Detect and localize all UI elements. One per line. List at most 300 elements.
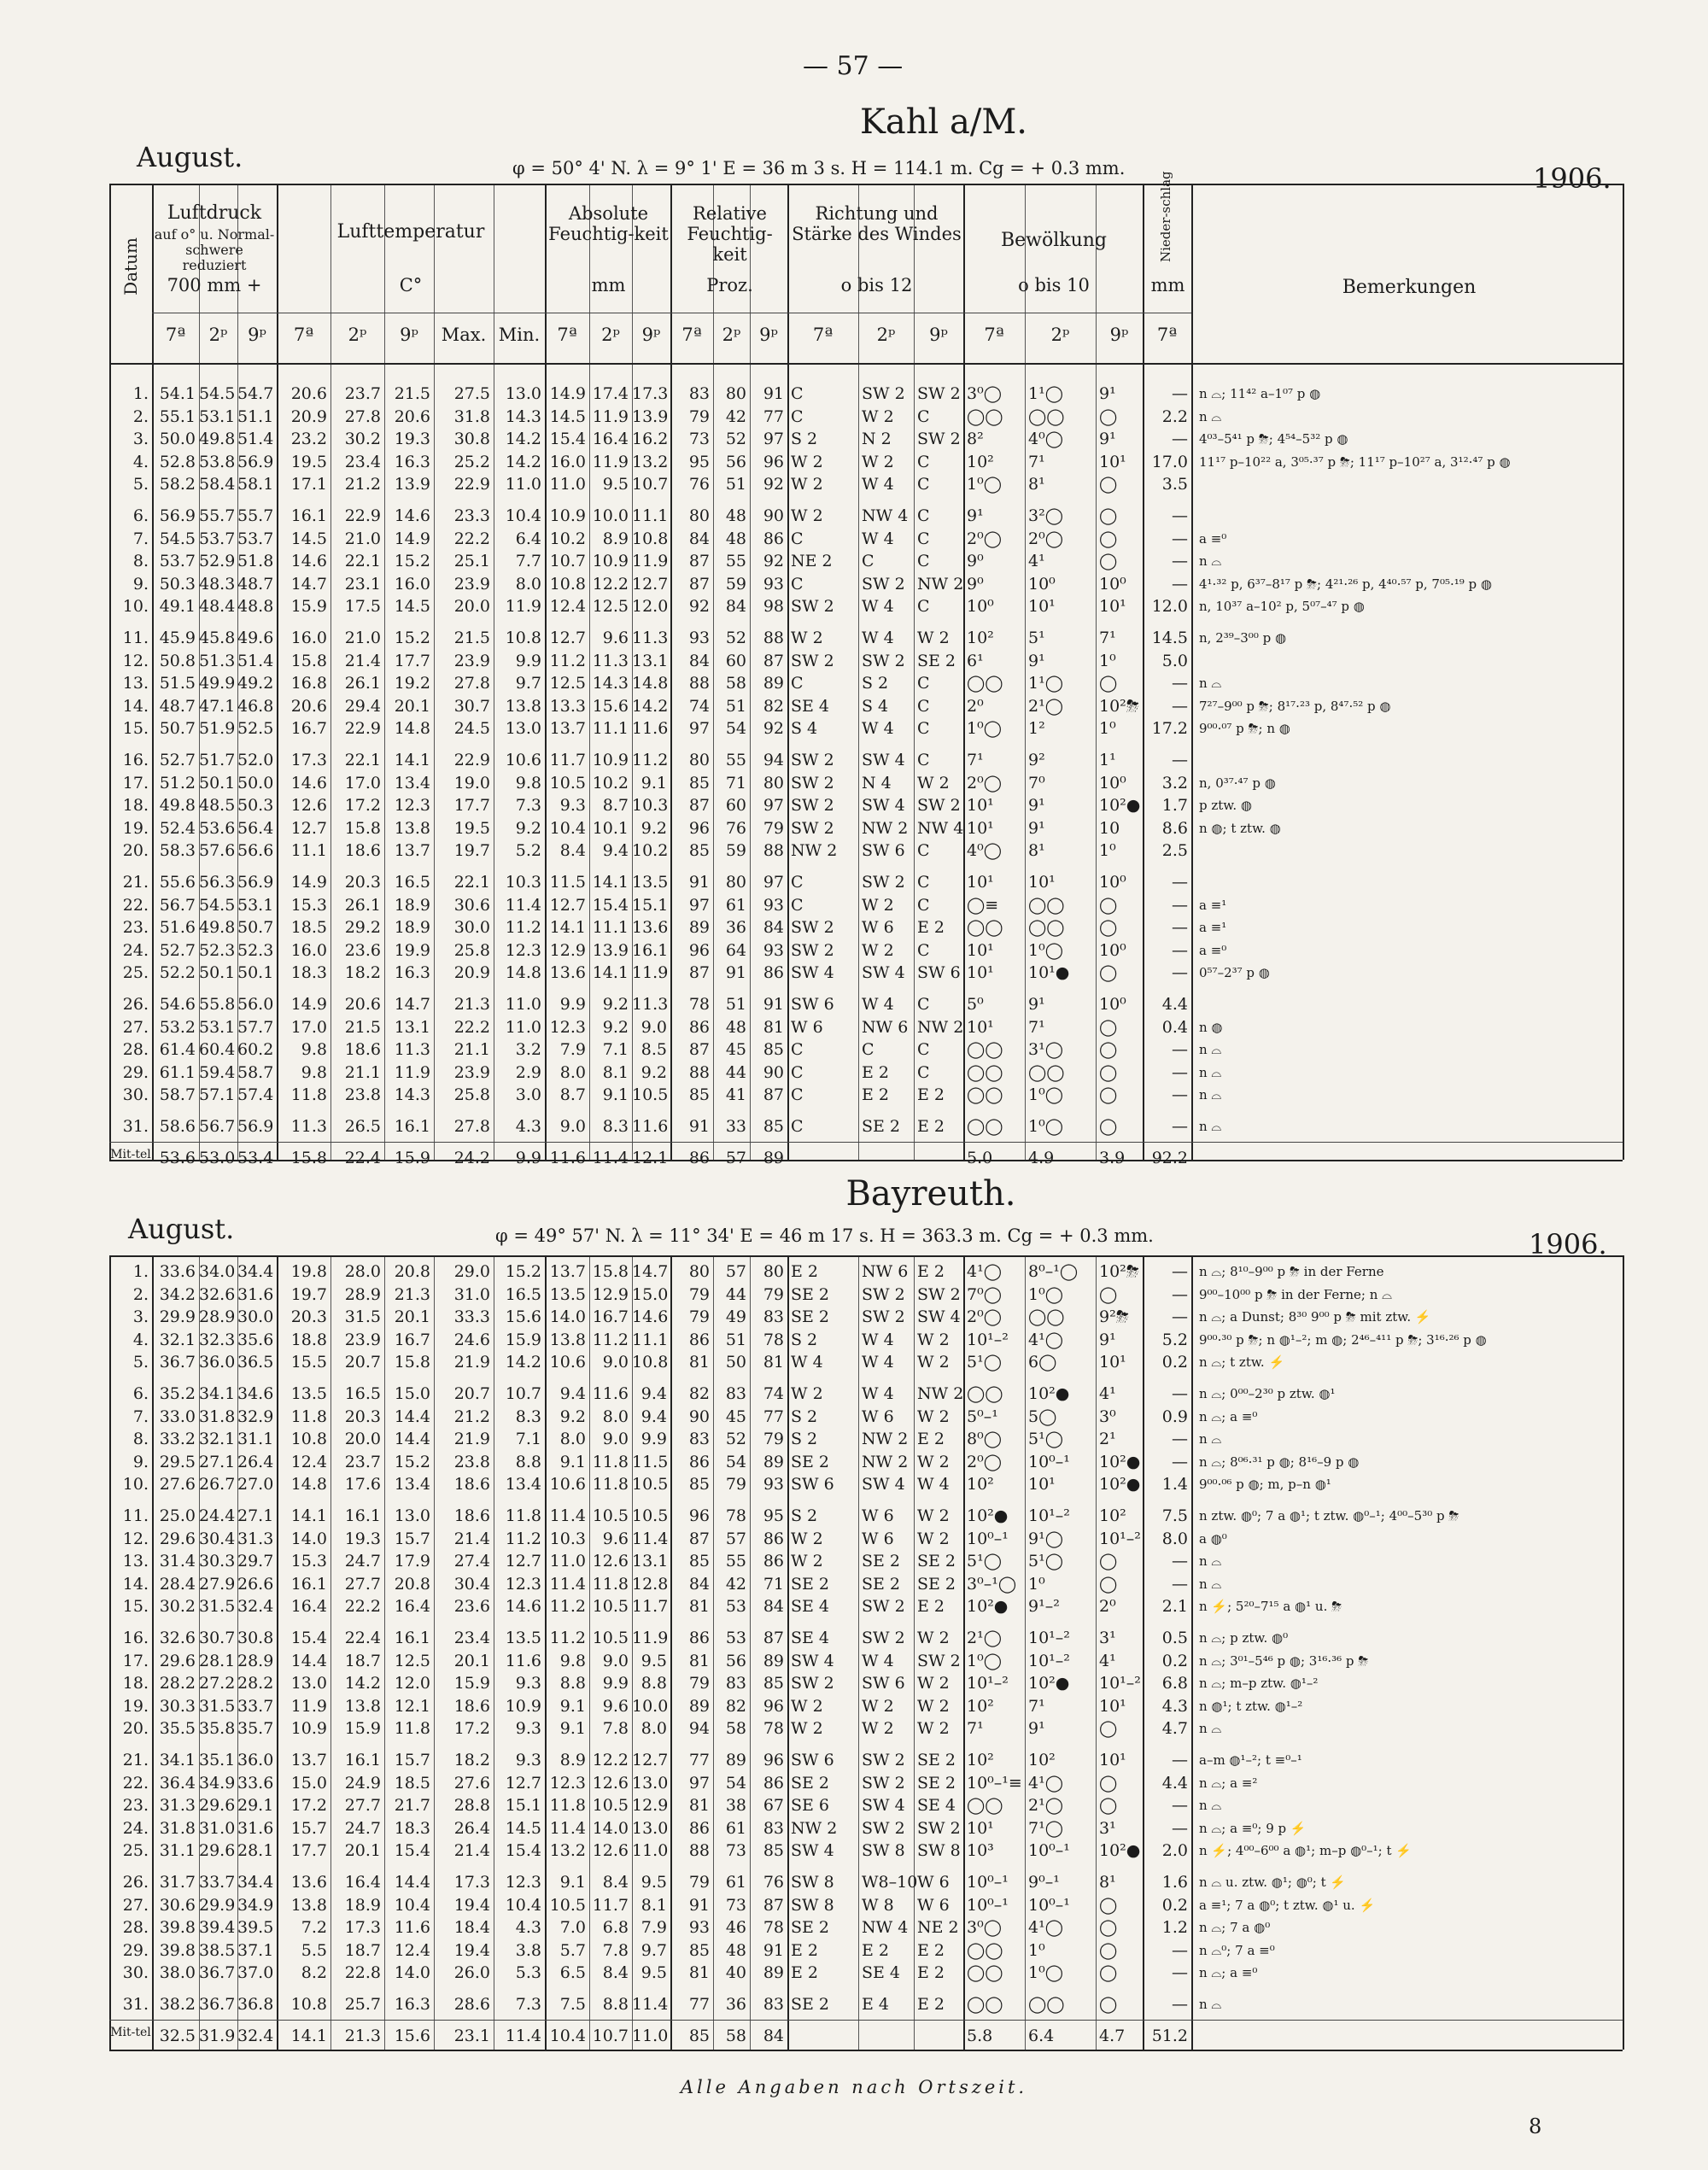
table-cell: 76: [725, 818, 746, 838]
table-cell: —: [1172, 506, 1188, 525]
table-cell: 59: [725, 574, 746, 594]
table-cell: 11.1: [592, 918, 629, 938]
table-cell: 8.8: [640, 1674, 667, 1693]
table-cell: 61: [725, 895, 746, 915]
table-cell: 15.7: [290, 1818, 327, 1838]
table-cell: 14.4: [290, 1651, 327, 1670]
table-cell: 1.7: [1161, 796, 1188, 816]
table-cell: 5.7: [559, 1940, 586, 1960]
table-cell: 26.4: [453, 1818, 490, 1838]
table-cell: 14.9: [549, 384, 586, 403]
table-cell: 58.7: [237, 1062, 274, 1082]
table-cell: 10.2: [632, 841, 669, 861]
table-cell: 27.7: [344, 1796, 381, 1816]
table-cell: W 2: [917, 1407, 950, 1426]
table-cell: 12.0: [632, 597, 669, 617]
table-cell: 50.7: [237, 918, 274, 938]
table-cell: 12.9: [592, 1284, 629, 1304]
table-cell: 83: [688, 384, 710, 403]
table-cell: 26.4: [237, 1452, 274, 1471]
table-cell: 9.8: [559, 1651, 586, 1670]
table-cell: 39.8: [159, 1918, 196, 1938]
table-cell: 8¹: [1099, 1873, 1116, 1892]
table-cell: 21.7: [394, 1796, 430, 1816]
table-cell: 32.1: [159, 1330, 196, 1349]
table-cell: 11.2: [632, 751, 669, 769]
row-remark: n ⌓: [1199, 1553, 1222, 1570]
table-cell: 3²◯: [1028, 506, 1063, 525]
table-cell: 2⁰: [967, 696, 984, 716]
table-cell: 10¹: [1099, 1696, 1126, 1716]
table-cell: 30.7: [453, 696, 490, 716]
table-cell: 4¹: [1099, 1651, 1116, 1670]
row-remark: n ⌓; 7 a ◍⁰: [1199, 1920, 1271, 1936]
table-cell: 87: [763, 1629, 784, 1647]
table-cell: 56.9: [237, 873, 274, 892]
table-cell: 20.8: [394, 1574, 430, 1594]
table-cell: —: [1172, 552, 1188, 571]
table-cell: ◯◯: [1028, 1995, 1065, 2014]
table-cell: NW 2: [917, 574, 964, 594]
table-cell: 10⁰: [1099, 940, 1126, 960]
table-cell: 80: [688, 751, 710, 769]
table-cell: 9.6: [602, 1529, 629, 1548]
table-cell: 7¹: [1028, 1017, 1045, 1037]
table-cell: ◯◯: [967, 1963, 1003, 1983]
table-cell: 4⁰◯: [1028, 430, 1063, 449]
table-cell: S 2: [862, 674, 889, 693]
table-cell: 39.4: [199, 1918, 236, 1938]
table-cell: 86: [688, 1148, 710, 1167]
table-cell: 30.7: [199, 1629, 236, 1647]
table-cell: 29.2: [344, 918, 381, 938]
table-cell: 61: [725, 1818, 746, 1838]
table-cell: SW 2: [862, 1773, 905, 1793]
table-cell: 31.7: [159, 1873, 196, 1892]
table-cell: 5.0: [967, 1148, 993, 1167]
table-cell: E 2: [862, 1062, 889, 1082]
table-cell: 11.2: [549, 1629, 586, 1647]
table-cell: 16.0: [394, 574, 430, 594]
table-cell: 33.2: [159, 1430, 196, 1449]
table-cell: 22.9: [453, 751, 490, 769]
row-remark: n ⌓; 3⁰¹–5⁴⁶ p ◍; 3¹⁶·³⁶ p ⛈: [1199, 1652, 1369, 1669]
table-cell: 4.3: [515, 1918, 541, 1938]
table-cell: 17.0: [1151, 452, 1188, 471]
table-cell: 54.6: [159, 995, 196, 1014]
table-cell: 1¹: [1099, 751, 1116, 769]
table-cell: 31.3: [237, 1529, 274, 1548]
table-cell: 10.2: [592, 773, 629, 793]
table-cell: 79: [688, 407, 710, 426]
table-cell: 90: [763, 1062, 784, 1082]
table-cell: SE 2: [791, 1995, 830, 2014]
page-number: — 57 —: [803, 51, 904, 81]
table-cell: 1⁰: [1099, 841, 1116, 861]
table-cell: 52: [725, 629, 746, 647]
table-cell: 11.0: [505, 475, 541, 494]
table-cell: 16.0: [290, 940, 327, 960]
table-cell: SW 2: [862, 574, 905, 594]
row-remark: p ztw. ◍: [1199, 798, 1252, 814]
table-cell: 81: [688, 1597, 710, 1617]
table-cell: 11.6: [632, 719, 669, 739]
table-cell: —: [1172, 940, 1188, 960]
table-cell: 46: [725, 1918, 746, 1938]
table-cell: 21.4: [453, 1841, 490, 1861]
table-cell: 17.4: [592, 384, 629, 403]
table-cell: 23.8: [344, 1085, 381, 1105]
table-cell: 2¹◯: [1028, 696, 1063, 716]
table-cell: 7.3: [515, 1995, 541, 2014]
table-cell: SW 8: [791, 1895, 834, 1915]
header-bem: Bemerkungen: [1342, 277, 1477, 298]
grid-line: [109, 1255, 1623, 1257]
table-cell: 15.4: [290, 1629, 327, 1647]
table-cell: SE 4: [862, 1963, 901, 1983]
table-cell: 87: [688, 963, 710, 983]
header-datum: Datum: [120, 237, 141, 295]
table-cell: 89: [763, 1963, 784, 1983]
table-cell: 12.9: [549, 940, 586, 960]
table-cell: 55.6: [159, 873, 196, 892]
table-cell: 19.0: [453, 773, 490, 793]
table-cell: 34.0: [199, 1262, 236, 1281]
table-cell: S 2: [791, 430, 818, 449]
row-date: 22.: [122, 1773, 149, 1793]
table-cell: 5¹◯: [967, 1552, 1002, 1571]
table-cell: 53.7: [199, 529, 236, 548]
table-cell: SW 2: [917, 430, 961, 449]
table-cell: C: [862, 1040, 874, 1060]
table-cell: SW 2: [917, 1651, 961, 1670]
table-cell: 13.6: [290, 1873, 327, 1892]
table-cell: 8.4: [559, 841, 586, 861]
table-cell: C: [917, 529, 930, 548]
table-cell: 13.6: [549, 963, 586, 983]
table-cell: 15.2: [505, 1262, 541, 1281]
table-cell: 4¹◯: [1028, 1918, 1063, 1938]
table-cell: ◯: [1099, 1017, 1118, 1037]
row-date: 13.: [122, 1552, 149, 1571]
table-cell: 87: [688, 574, 710, 594]
table-cell: 27.6: [159, 1475, 196, 1494]
table-cell: 53.7: [159, 552, 196, 571]
table-cell: SW 4: [791, 963, 834, 983]
table-cell: 7⁰◯: [967, 1284, 1002, 1304]
table-cell: 58.4: [199, 475, 236, 494]
table-cell: SW 8: [862, 1841, 905, 1861]
table-cell: 13.8: [394, 818, 430, 838]
table-cell: 52.9: [199, 552, 236, 571]
table-cell: 53.1: [199, 1017, 236, 1037]
table-cell: 86: [763, 1773, 784, 1793]
table-cell: 15.7: [394, 1529, 430, 1548]
table-cell: 33.7: [199, 1873, 236, 1892]
table-cell: 1⁰: [1099, 719, 1116, 739]
table-cell: 2⁰◯: [967, 529, 1002, 548]
table-cell: 34.1: [199, 1384, 236, 1403]
table-cell: 11.6: [592, 1384, 629, 1403]
table-cell: 6.4: [1028, 2026, 1055, 2045]
table-cell: 9.0: [640, 1017, 667, 1037]
table-cell: 0.9: [1161, 1407, 1188, 1426]
table-cell: 22.9: [453, 475, 490, 494]
table-cell: 8.0: [602, 1407, 629, 1426]
table-cell: 14.0: [592, 1818, 629, 1838]
table-cell: W 2: [917, 1696, 950, 1716]
table-cell: 45: [725, 1407, 746, 1426]
table-cell: 18.3: [394, 1818, 430, 1838]
table-cell: 1⁰◯: [1028, 1085, 1063, 1105]
table-cell: 23.1: [344, 574, 381, 594]
table-cell: 4.7: [1099, 2026, 1126, 2045]
header-luftdruck-unit: 700 mm +: [167, 275, 262, 295]
table-cell: 17.9: [394, 1552, 430, 1571]
table-cell: 26.6: [237, 1574, 274, 1594]
table-cell: C: [791, 674, 804, 693]
table-cell: 10⁰: [1099, 995, 1126, 1014]
table-cell: —: [1172, 918, 1188, 938]
table-cell: 8.8: [559, 1674, 586, 1693]
table-cell: 93: [763, 940, 784, 960]
table-cell: 50: [725, 1353, 746, 1372]
table-cell: 11.4: [549, 1818, 586, 1838]
row-remark: a ≡⁰: [1199, 530, 1227, 547]
table-cell: W 4: [862, 1651, 894, 1670]
table-cell: 8²: [967, 430, 984, 449]
table-cell: 2⁰◯: [967, 1307, 1002, 1327]
row-date: 31.: [122, 1117, 149, 1136]
table-cell: 49.8: [159, 796, 196, 816]
header-nied: Nieder-schlag: [1158, 171, 1173, 262]
table-cell: 97: [688, 895, 710, 915]
header-rel-unit: Proz.: [706, 275, 753, 295]
table-cell: 9.3: [515, 1674, 541, 1693]
row-date: 12.: [122, 651, 149, 670]
table-cell: W 8: [862, 1895, 894, 1915]
row-date: 10.: [122, 1475, 149, 1494]
table-cell: 15.9: [394, 1148, 430, 1167]
table-cell: 86: [763, 1529, 784, 1548]
table-cell: 22.1: [453, 873, 490, 892]
table-cell: 32.1: [199, 1430, 236, 1449]
table-cell: C: [917, 475, 930, 494]
table-cell: 78: [763, 1918, 784, 1938]
table-cell: 7¹: [1099, 629, 1116, 647]
table-cell: 15.4: [394, 1841, 430, 1861]
table-cell: 4.3: [1161, 1696, 1188, 1716]
table-cell: 83: [688, 1430, 710, 1449]
table-cell: 1⁰: [1099, 651, 1116, 670]
table-cell: 24.9: [344, 1773, 381, 1793]
table-cell: NW 2: [791, 1818, 838, 1838]
table-cell: 11.2: [505, 918, 541, 938]
table-cell: 12.3: [549, 1773, 586, 1793]
table-cell: 31.8: [453, 407, 490, 426]
table-cell: 2¹: [1099, 1430, 1116, 1449]
table-cell: 25.8: [453, 1085, 490, 1105]
table-cell: 13.4: [394, 773, 430, 793]
table-cell: 31.4: [159, 1552, 196, 1571]
table-cell: 42: [725, 407, 746, 426]
table-cell: 92: [763, 719, 784, 739]
table-cell: 10²●: [967, 1506, 1009, 1525]
table-cell: 56: [725, 452, 746, 471]
table-cell: 10.4: [505, 506, 541, 525]
row-date: Mit-tel: [110, 1147, 151, 1161]
table-cell: 31.3: [159, 1796, 196, 1816]
table-cell: 8.7: [559, 1085, 586, 1105]
table-cell: 76: [763, 1873, 784, 1892]
table-cell: 8.1: [640, 1895, 667, 1915]
table-cell: C: [862, 552, 874, 571]
table-cell: —: [1172, 873, 1188, 892]
table-cell: 36: [725, 1995, 746, 2014]
table-cell: ◯◯: [967, 1117, 1003, 1136]
table-cell: 85: [688, 773, 710, 793]
table-cell: 7.1: [602, 1040, 629, 1060]
table-cell: 20.6: [290, 696, 327, 716]
table-cell: 2.2: [1161, 407, 1188, 426]
table-cell: 11.2: [592, 1330, 629, 1349]
table-cell: 88: [688, 1841, 710, 1861]
table-cell: 16.1: [344, 1506, 381, 1525]
table-cell: E 2: [862, 1085, 889, 1105]
table-cell: SE 2: [862, 1552, 901, 1571]
table-cell: E 2: [917, 1597, 945, 1617]
header-subcolumn: 7ª: [165, 325, 186, 345]
table-cell: 12.1: [632, 1148, 669, 1167]
row-date: 24.: [122, 1818, 149, 1838]
table-cell: 1⁰◯: [1028, 1117, 1063, 1136]
table-cell: 1⁰◯: [1028, 1284, 1063, 1304]
row-remark: n ⌓: [1199, 1064, 1222, 1080]
row-remark: n ⌓: [1199, 1119, 1222, 1134]
table-cell: 83: [763, 1307, 784, 1327]
table-cell: 8.0: [640, 1719, 667, 1739]
row-remark: n ⌓; a ≡²: [1199, 1775, 1258, 1791]
table-cell: 82: [763, 696, 784, 716]
table-cell: SW 4: [791, 1651, 834, 1670]
header-subcolumn: 2ᵖ: [876, 325, 896, 345]
table-cell: C: [917, 452, 930, 471]
table-cell: 23.9: [453, 1062, 490, 1082]
table-cell: 20.9: [290, 407, 327, 426]
table-cell: NW 2: [862, 818, 909, 838]
table-cell: 8⁰–¹◯: [1028, 1262, 1079, 1281]
month-kahl: August.: [137, 141, 243, 173]
table-cell: 7.8: [602, 1719, 629, 1739]
table-cell: 1⁰◯: [967, 719, 1002, 739]
table-cell: 9.1: [559, 1452, 586, 1471]
table-cell: 16.1: [344, 1751, 381, 1769]
table-cell: 58.2: [159, 475, 196, 494]
table-cell: 85: [763, 1674, 784, 1693]
table-cell: —: [1172, 529, 1188, 548]
table-cell: ◯: [1099, 674, 1118, 693]
table-cell: 8.4: [602, 1963, 629, 1983]
header-subcolumn: 2ᵖ: [1050, 325, 1070, 345]
table-cell: 10²●: [1028, 1384, 1070, 1403]
table-cell: 8.0: [559, 1062, 586, 1082]
row-date: 28.: [122, 1918, 149, 1938]
table-cell: 38: [725, 1796, 746, 1816]
table-cell: 51.7: [199, 751, 236, 769]
table-cell: 9⁰–¹: [1028, 1873, 1060, 1892]
table-cell: 19.4: [453, 1940, 490, 1960]
table-cell: 1⁰: [1028, 1574, 1045, 1594]
table-cell: 9.3: [515, 1751, 541, 1769]
table-cell: 12.9: [632, 1796, 669, 1816]
row-remark: n ◍: [1199, 1019, 1223, 1035]
table-cell: W 2: [862, 1719, 894, 1739]
table-cell: SW 4: [917, 1307, 961, 1327]
table-cell: 21.3: [344, 2026, 381, 2045]
table-cell: 90: [688, 1407, 710, 1426]
table-cell: 29.5: [159, 1452, 196, 1471]
table-cell: W 2: [862, 895, 894, 915]
table-cell: 10⁰–¹≡: [967, 1773, 1022, 1793]
table-cell: W8–10: [862, 1873, 918, 1892]
table-cell: W 4: [791, 1353, 823, 1372]
table-cell: 17.3: [632, 384, 669, 403]
table-cell: 91: [688, 873, 710, 892]
row-remark: n ⌓: [1199, 1576, 1222, 1592]
row-date: 28.: [122, 1040, 149, 1060]
table-cell: 76: [688, 475, 710, 494]
table-cell: 8⁰◯: [967, 1430, 1002, 1449]
table-cell: 12.4: [549, 597, 586, 617]
table-cell: 11.8: [290, 1085, 327, 1105]
table-cell: C: [917, 1062, 930, 1082]
table-cell: SE 2: [791, 1918, 830, 1938]
table-cell: 51.8: [237, 552, 274, 571]
table-cell: 86: [763, 963, 784, 983]
table-cell: 16.3: [394, 963, 430, 983]
table-cell: 16.5: [344, 1384, 381, 1403]
row-date: 8.: [132, 1430, 149, 1449]
table-cell: W 2: [862, 1696, 894, 1716]
table-cell: 11.9: [592, 407, 629, 426]
table-cell: 17.3: [344, 1918, 381, 1938]
table-cell: 14.2: [632, 696, 669, 716]
table-cell: 56.9: [159, 506, 196, 525]
table-cell: 9.9: [602, 1674, 629, 1693]
table-cell: 48.7: [159, 696, 196, 716]
table-cell: 5⁰: [967, 995, 984, 1014]
table-cell: 9¹: [1028, 818, 1045, 838]
table-cell: 7¹: [967, 751, 984, 769]
table-cell: 7¹: [1028, 1696, 1045, 1716]
table-cell: 87: [688, 552, 710, 571]
table-cell: 22.4: [344, 1148, 381, 1167]
table-cell: NW 2: [862, 1430, 909, 1449]
table-cell: 10.9: [290, 1719, 327, 1739]
table-cell: SW 2: [862, 1818, 905, 1838]
row-remark: 4⁰³–5⁴¹ p ⛈; 4⁵⁴–5³² p ◍: [1199, 431, 1348, 447]
table-cell: E 2: [917, 1940, 945, 1960]
table-cell: 12.7: [290, 818, 327, 838]
table-cell: 77: [688, 1995, 710, 2014]
table-cell: 14.5: [549, 407, 586, 426]
table-cell: 27.9: [199, 1574, 236, 1594]
table-cell: SW 2: [862, 873, 905, 892]
table-cell: 13.0: [394, 1506, 430, 1525]
table-cell: 19.9: [394, 940, 430, 960]
row-remark: n ⌓; a ≡⁰; 9 p ⚡: [1199, 1820, 1307, 1836]
table-cell: 51.3: [199, 651, 236, 670]
